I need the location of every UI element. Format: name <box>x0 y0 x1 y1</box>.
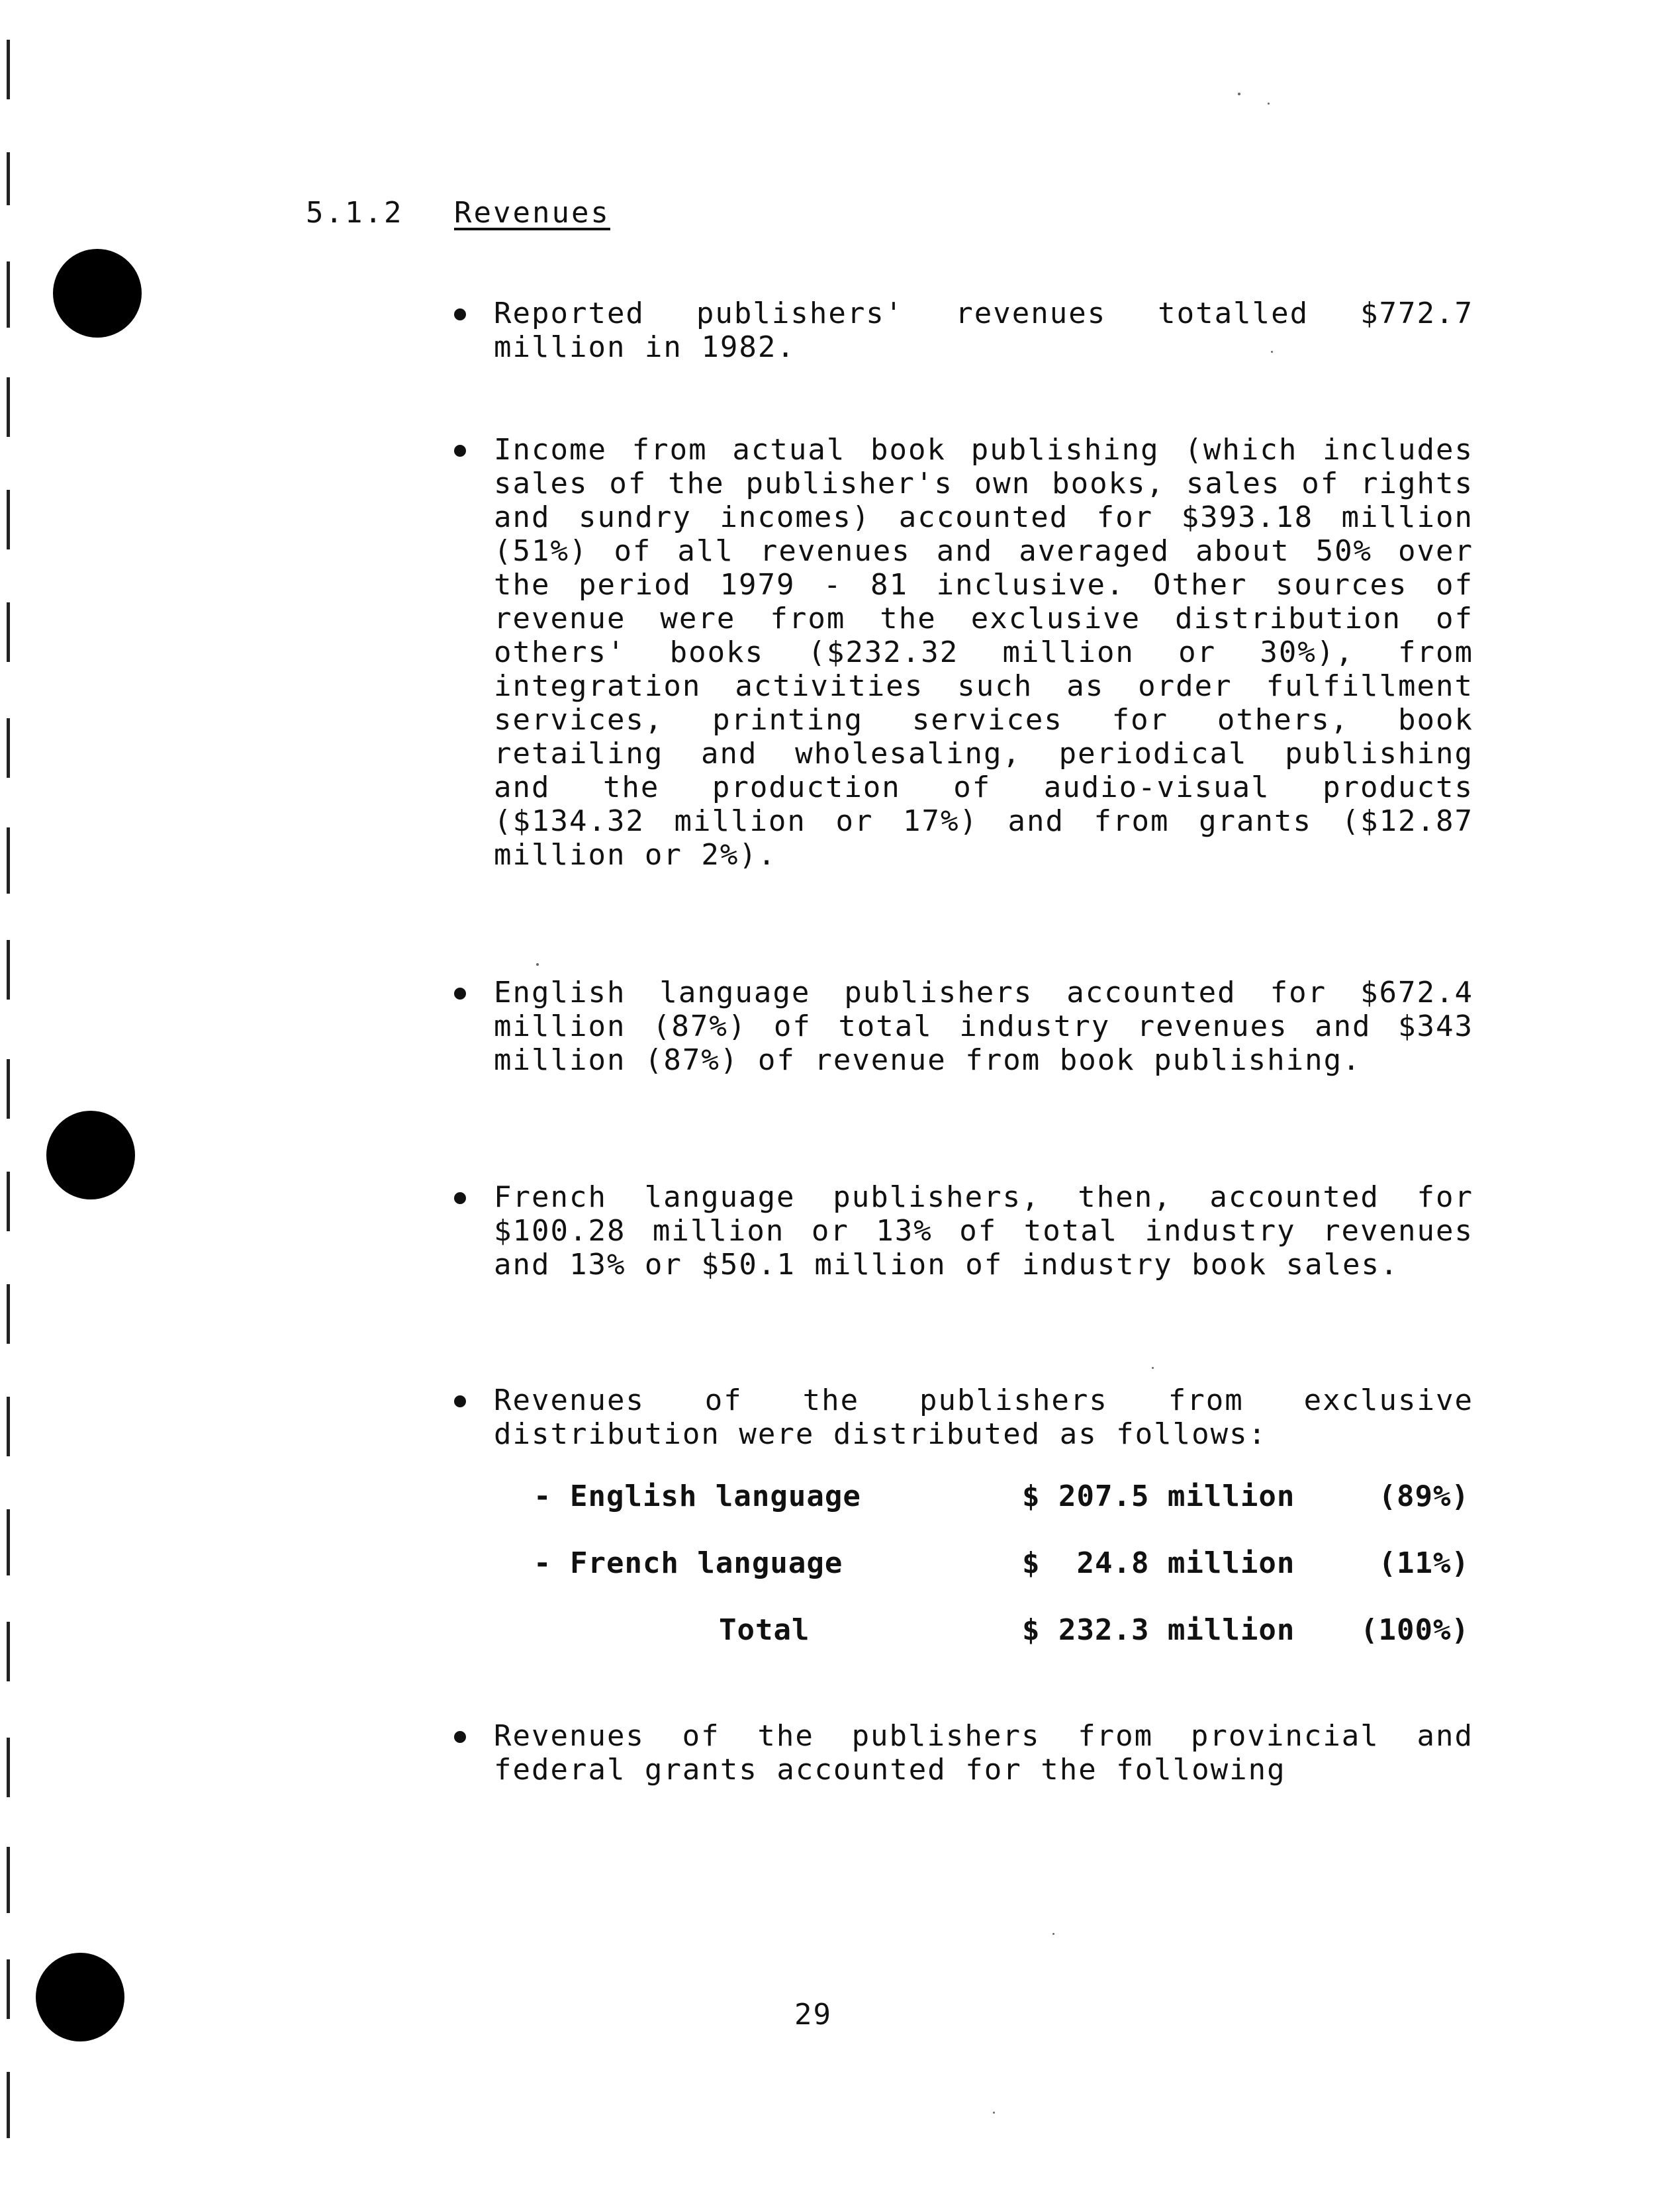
binder-edge-mark <box>7 1172 10 1231</box>
binder-edge-mark <box>7 1847 10 1913</box>
binder-edge-mark <box>7 261 10 328</box>
binder-hole <box>53 249 142 338</box>
bullet-item <box>454 433 1473 872</box>
binder-hole <box>36 1953 124 2041</box>
bullet-text: Revenues of the publishers from exclusive distribution were distributed as follows: <box>494 1383 1473 1451</box>
section-title: Revenues <box>454 196 610 230</box>
bullet-dot <box>454 445 466 457</box>
bullet-item <box>454 976 1473 1077</box>
scan-speck <box>1052 1933 1054 1935</box>
binder-edge-mark <box>7 718 10 778</box>
scan-speck <box>1152 1367 1154 1369</box>
scan-speck <box>536 963 539 966</box>
row-label: - French language <box>534 1546 843 1580</box>
binder-edge-mark <box>7 2072 10 2138</box>
binder-edge-mark <box>7 940 10 1000</box>
binder-edge-mark <box>7 1959 10 2019</box>
bullet-dot <box>454 308 466 320</box>
binder-edge-mark <box>7 602 10 662</box>
row-amount: $ 207.5 million <box>1022 1479 1295 1513</box>
binder-edge-mark <box>7 1509 10 1575</box>
bullet-item <box>454 297 1473 364</box>
row-label: Total <box>719 1613 810 1647</box>
bullet-text: English language publishers accounted for $672.4 million (87%) of total industry revenues and $343 million (87%) of revenue from book publishing. <box>494 976 1473 1077</box>
bullet-text: Income from actual book publishing (which includes sales of the publisher's own books, sales of rights and sundry incomes) accounted for $393.18 million (51%) of all revenues and averaged about 50% over the period 1979 - 81 inclusive. Other sources of revenue were from the exclusive distribution of others' books ($232.32 million or 30%), from integration activities such as order fulfillment services, printing services for others, book retailing and wholesaling, periodical publishing and the production of audio-visual products ($134.32 million or 17%) and from grants ($12.87 million or 2%). <box>494 433 1473 872</box>
binder-edge-mark <box>7 1738 10 1797</box>
binder-hole <box>46 1111 135 1199</box>
binder-edge-mark <box>7 152 10 205</box>
binder-edge-mark <box>7 1622 10 1681</box>
binder-edge-mark <box>7 490 10 549</box>
binder-edge-mark <box>7 1059 10 1119</box>
scan-speck <box>993 2112 995 2114</box>
scan-speck <box>1238 93 1240 95</box>
bullet-dot <box>454 988 466 1000</box>
row-amount: $ 232.3 million <box>1022 1613 1295 1647</box>
bullet-text: Revenues of the publishers from provincial and federal grants accounted for the following <box>494 1719 1473 1787</box>
binder-edge-mark <box>7 377 10 437</box>
bullet-text: French language publishers, then, accounted for $100.28 million or 13% of total industry revenues and 13% or $50.1 million of industry book sales. <box>494 1180 1473 1282</box>
binder-edge-mark <box>7 1397 10 1456</box>
bullet-text: Reported publishers' revenues totalled $772.7 million in 1982. <box>494 297 1473 364</box>
bullet-dot <box>454 1731 466 1743</box>
scan-speck <box>1268 103 1270 105</box>
section-number: 5.1.2 <box>306 196 404 230</box>
bullet-item <box>454 1180 1473 1282</box>
bullet-item <box>454 1383 1473 1451</box>
row-label: - English language <box>534 1479 861 1513</box>
row-amount: $ 24.8 million <box>1022 1546 1295 1580</box>
bullet-item <box>454 1719 1473 1787</box>
row-percent: (89%) <box>1378 1479 1470 1513</box>
row-percent: (11%) <box>1378 1546 1470 1580</box>
section-heading <box>306 196 610 230</box>
binder-edge-mark <box>7 1284 10 1344</box>
binder-edge-mark <box>7 40 10 99</box>
bullet-dot <box>454 1395 466 1407</box>
bullet-dot <box>454 1192 466 1204</box>
row-percent: (100%) <box>1360 1613 1470 1647</box>
page-number: 29 <box>794 1998 832 2032</box>
binder-edge-mark <box>7 827 10 894</box>
